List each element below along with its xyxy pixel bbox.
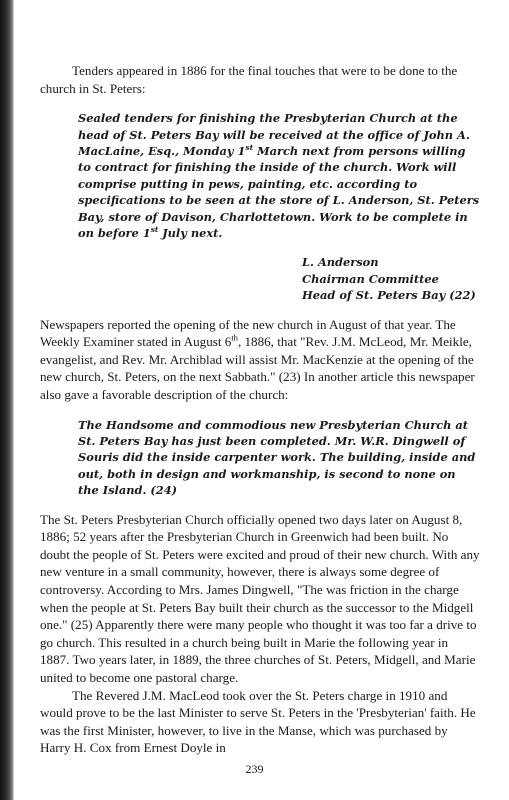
tender-notice-quote [78,110,480,241]
signature-place: Head of St. Peters Bay (22) [302,288,476,303]
tender-quote-part-b: March next from persons willing to contract for finishing the inside of the church. Work will comprise putting in pews, painting, etc. according to specifications to be seen at the store of L. Anderson, St. Peters Bay, store of Davison, Charlottetown. Work to be complete in on before 1 [78,144,480,241]
opening-paragraph: The St. Peters Presbyterian Church officially opened two days later on August 8, 1886; 52 years after the Presbyterian Church in Greenwich had been built. No doubt the people of St. Peters were excited and proud of their new church. With any new venture in a small community, however, there is always some degree of controversy. According to Mrs. James Dingwell, "The was friction in the charge when the people at St. Peters Bay built their church as the successor to the Midgell one." (25) Apparently there were many people who thought it was too far a drive to go church. This resulted in a church being built in Marie the following year in 1887. Two years later, in 1889, the three churches of St. Peters, Midgell, and Marie united to become one pastoral charge. [40,511,480,685]
newspapers-paragraph [40,316,480,404]
tender-signature [302,254,480,303]
newspapers-part-b: , 1886, that "Rev. J.M. McLeod, Mr. Meikle, evangelist, and Rev. Mr. Archiblad will assist Mr. MacKenzie at the opening of the new church, St. Peters, on the next Sabbath." (23) In another article this newspaper also gave a favorable description of the church: [40,334,475,403]
signature-name: L. Anderson [302,255,379,270]
newspapers-part-a: Newspapers reported the opening of the new church in August of that year. The Weekly Examiner stated in August 6 [40,316,456,350]
book-binding-shadow [0,0,14,800]
signature-role: Chairman Committee [302,271,439,286]
church-description-quote: The Handsome and commodious new Presbyterian Church at St. Peters Bay has just been completed. Mr. W.R. Dingwell of Souris did the inside carpenter work. The building, inside and out, both in design and workmanship, is second to none on the Island. (24) [78,417,476,498]
intro-paragraph: Tenders appeared in 1886 for the final touches that were to be done to the church in St. Peters: [40,63,458,96]
tender-quote-part-a: Sealed tenders for finishing the Presbyterian Church at the head of St. Peters Bay will be received at the office of John A. MacLaine, Esq., Monday 1 [78,111,470,158]
page-body [40,62,480,757]
tender-quote-superscript-2: st [150,225,159,235]
newspapers-superscript: th [231,332,238,343]
page-number: 239 [245,762,264,776]
tender-quote-part-c: July next. [158,226,223,241]
tender-quote-superscript-1: st [245,143,253,153]
macleod-paragraph: The Revered J.M. MacLeod took over the St. Peters charge in 1910 and would prove to be the last Minister to serve St. Peters in the 'Presbyterian' faith. He was the first Minister, however, to live in the Manse, which was purchased by Harry H. Cox from Ernest Doyle in [40,687,476,756]
